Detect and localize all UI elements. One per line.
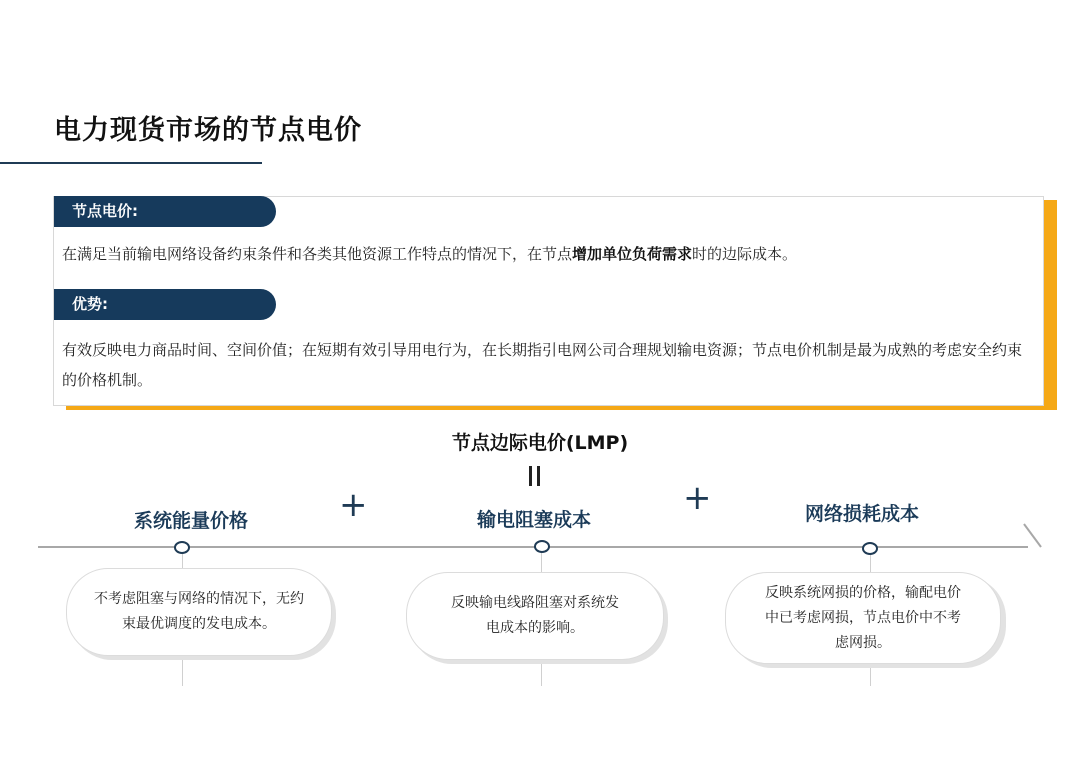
advantages-text: 有效反映电力商品时间、空间价值；在短期有效引导用电行为，在长期指引电网公司合理规划输电资源；节点电价机制是最为成熟的考虑安全约束的价格机制。 xyxy=(62,341,1023,389)
definition-emphasis: 增加单位负荷需求 xyxy=(572,245,693,263)
component-loss-title: 网络损耗成本 xyxy=(804,503,919,525)
plus-sign-2: + xyxy=(683,478,712,518)
component-congestion-desc: 反映输电线路阻塞对系统发电成本的影响。 xyxy=(451,595,619,636)
equals-sign xyxy=(527,466,543,488)
timeline-node-1 xyxy=(174,541,190,554)
component-congestion-desc-box xyxy=(406,572,664,660)
timeline-node-3 xyxy=(862,542,878,555)
component-energy-title: 系统能量价格 xyxy=(133,510,248,532)
component-loss-desc-box xyxy=(725,572,1001,664)
definition-label: 节点电价: xyxy=(54,196,276,227)
plus-sign-1: + xyxy=(339,485,368,525)
definition-text: 在满足当前输电网络设备约束条件和各类其他资源工作特点的情况下，在节点增加单位负荷需求时的边际成本。 xyxy=(62,245,798,263)
title-underline xyxy=(0,162,262,164)
timeline-node-2 xyxy=(534,540,550,553)
component-energy-desc-box xyxy=(66,568,332,656)
page-title: 电力现货市场的节点电价 xyxy=(54,115,362,146)
lmp-title: 节点边际电价(LMP) xyxy=(451,432,629,454)
component-loss-desc: 反映系统网损的价格，输配电价中已考虑网损，节点电价中不考虑网损。 xyxy=(765,584,961,651)
advantages-label: 优势: xyxy=(54,289,276,320)
component-congestion-title: 输电阻塞成本 xyxy=(476,509,591,531)
component-energy-desc: 不考虑阻塞与网络的情况下，无约束最优调度的发电成本。 xyxy=(94,591,304,632)
timeline-end xyxy=(1022,522,1044,550)
